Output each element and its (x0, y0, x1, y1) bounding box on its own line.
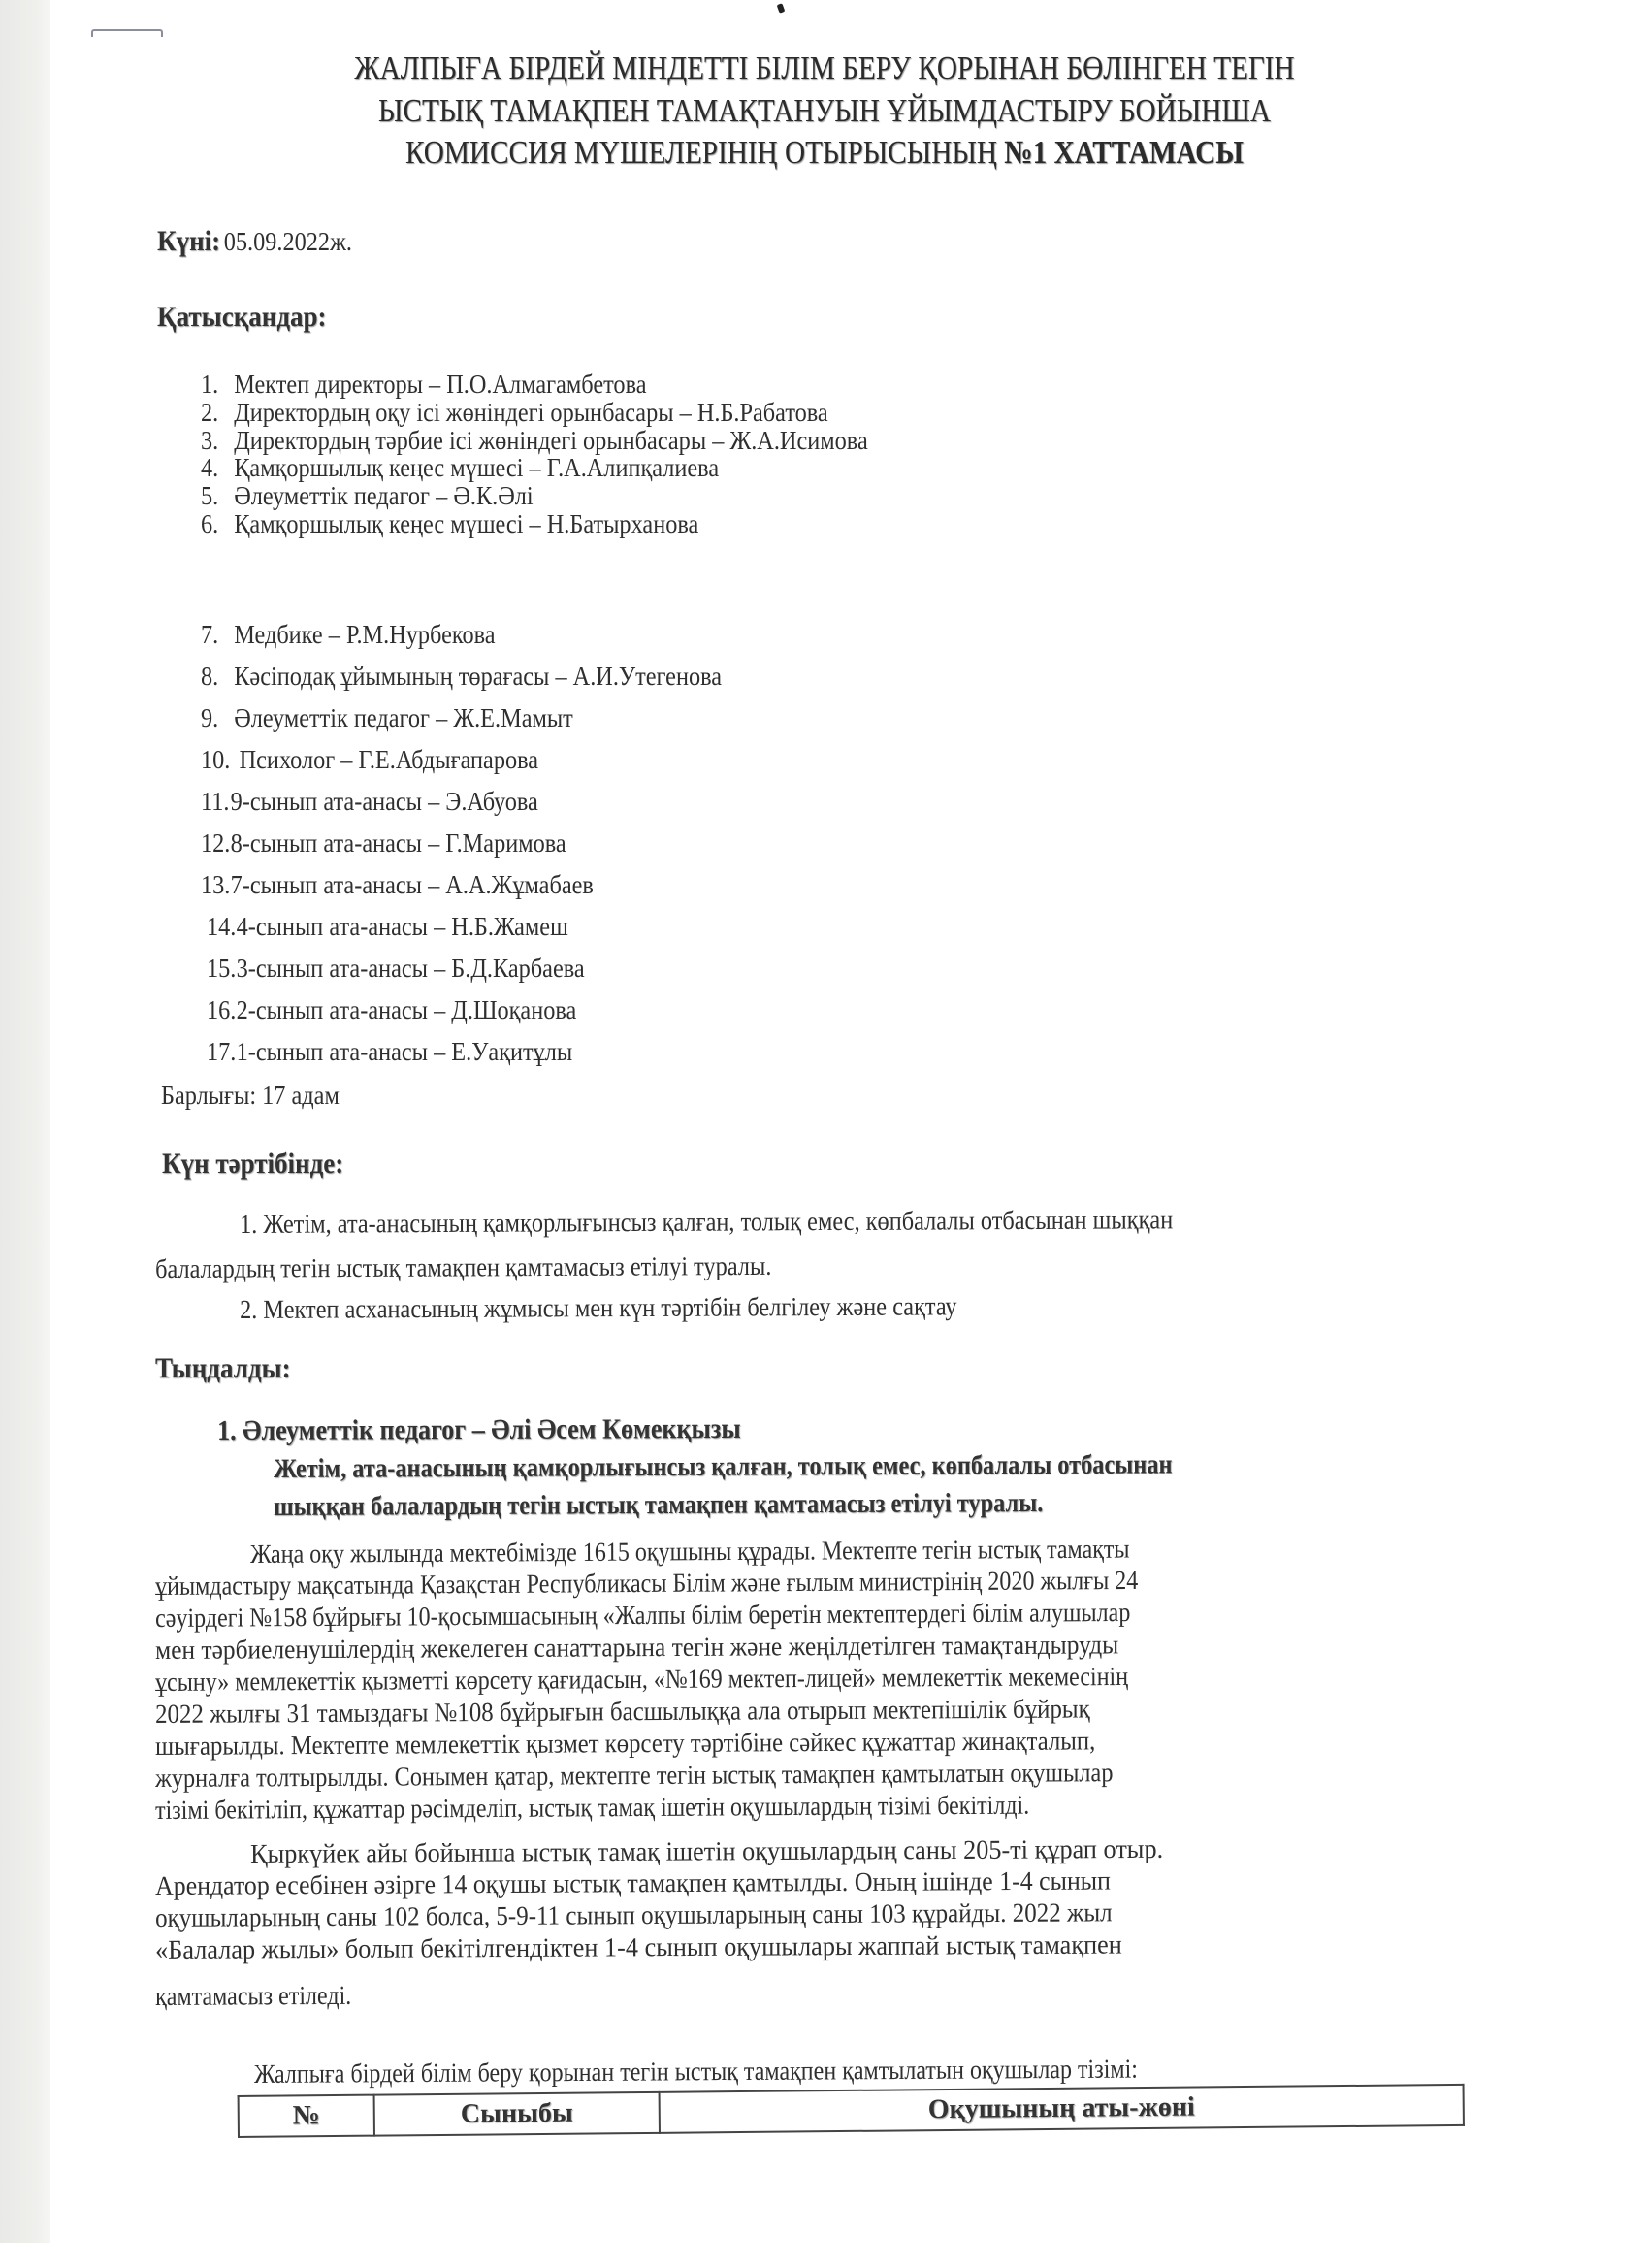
topic-line-2: шыққан балалардың тегін ыстық тамақпен қамтамасыз етілуі туралы. (274, 1488, 1044, 1522)
paragraph-line: 2022 жылғы 31 тамыздағы №108 бұйрығын басшылыққа ала отырып мектепішілік бұйрық (155, 1693, 1090, 1729)
participant-item: 10. Психолог – Г.Е.Абдығапарова (201, 745, 539, 774)
title-line-3 (115, 135, 1534, 172)
agenda-heading: Күн тәртібінде: (162, 1148, 344, 1180)
paragraph-line: Қыркүйек айы бойынша ыстық тамақ ішетін оқушылардың саны 205-ті құрап отыр. (250, 1832, 1164, 1868)
listened-heading: Тыңдалды: (155, 1352, 291, 1384)
students-table (238, 2084, 1465, 2138)
date-label: Күні: (157, 225, 221, 257)
participant-item: 6. Қамқоршылық кеңес мүшесі – Н.Батырханова (201, 509, 699, 538)
participant-item: 9. Әлеуметтік педагог – Ж.Е.Мамыт (201, 703, 573, 732)
agenda-item-2: 2. Мектеп асханасының жұмысы мен күн тәртібін белгілеу және сақтау (240, 1290, 957, 1324)
paragraph-line: сәуірдегі №158 бұйрығы 10-қосымшасының «Жалпы білім беретін мектептердегі білім алушылар (155, 1596, 1131, 1633)
date-row (157, 225, 352, 258)
participant-item: 4. Қамқоршылық кеңес мүшесі – Г.А.Алипқалиева (201, 453, 720, 482)
column-header-class: Сыныбы (374, 2092, 660, 2136)
participants-heading: Қатысқандар: (157, 301, 327, 333)
table-header-row (239, 2085, 1464, 2137)
participant-item: 15.3-сынып ата-анасы – Б.Д.Карбаева (207, 954, 585, 983)
paragraph-line: ұйымдастыру мақсатында Қазақстан Республикасы Білім және ғылым министрінің 2020 жылғы 24 (155, 1564, 1139, 1601)
participant-item: 5. Әлеуметтік педагог – Ә.К.Әлі (201, 481, 534, 510)
participant-item: 8. Кәсіподақ ұйымының төрағасы – А.И.Утегенова (201, 662, 723, 691)
participant-item: 11.9-сынып ата-анасы – Э.Абуова (201, 787, 538, 816)
protocol-number: №1 ХАТТАМАСЫ (1004, 135, 1245, 171)
paragraph-line: «Балалар жылы» болып бекітілгендіктен 1-4 сынып оқушылары жаппай ыстық тамақпен (155, 1928, 1122, 1964)
paragraph-line: Арендатор есебінен әзірге 14 оқушы ыстық тамақпен қамтылды. Оның ішінде 1-4 сынып (155, 1864, 1112, 1900)
paragraph-line: тізімі бекітіліп, құжаттар рәсімделіп, ыстық тамақ ішетін оқушылардың тізімі бекітілді. (155, 1789, 1030, 1825)
table-caption: Жалпыға бірдей білім беру қорынан тегін ыстық тамақпен қамтылатын оқушылар тізімі: (254, 2053, 1138, 2089)
column-header-student-name: Оқушының аты-жөні (660, 2085, 1464, 2133)
title-line-3-text: КОМИССИЯ МҮШЕЛЕРІНІҢ ОТЫРЫСЫНЫҢ (404, 135, 997, 171)
participant-item: 2. Директордың оқу ісі жөніндегі орынбасары – Н.Б.Рабатова (201, 398, 828, 427)
paragraph-line: Жаңа оқу жылында мектебімізде 1615 оқушыны құрады. Мектепте тегін ыстық тамақты (250, 1533, 1130, 1569)
participant-item: 7. Медбике – Р.М.Нурбекова (201, 620, 496, 649)
participant-item: 13.7-сынып ата-анасы – А.А.Жұмабаев (201, 870, 594, 899)
paragraph-line: журналға толтырылды. Сонымен қатар, мектепте тегін ыстық тамақпен қамтылатын оқушылар (155, 1757, 1114, 1793)
participant-item: 1. Мектеп директоры – П.О.Алмагамбетова (201, 370, 647, 399)
scan-speck (777, 3, 786, 14)
participant-item: 12.8-сынып ата-анасы – Г.Маримова (201, 828, 566, 858)
participants-total: Барлығы: 17 адам (161, 1081, 340, 1110)
topic-line-1: Жетім, ата-анасының қамқорлығынсыз қалған, толық емес, көпбалалы отбасынан (274, 1449, 1173, 1484)
participant-item: 16.2-сынып ата-анасы – Д.Шоқанова (207, 995, 577, 1024)
paragraph-line: мен тәрбиеленушілердің жекелеген санаттарына тегін және жеңілдетілген тамақтандыруды (155, 1629, 1119, 1665)
title-line-1: ЖАЛПЫҒА БІРДЕЙ МІНДЕТТІ БІЛІМ БЕРУ ҚОРЫНАН БӨЛІНГЕН ТЕГІН (354, 50, 1295, 86)
paragraph-line: қамтамасыз етіледі. (155, 1979, 352, 2011)
participant-item: 3. Директордың тәрбие ісі жөніндегі орынбасары – Ж.А.Исимова (201, 426, 868, 455)
title-line-2: ЫСТЫҚ ТАМАҚПЕН ТАМАҚТАНУЫН ҰЙЫМДАСТЫРУ БОЙЫНША (378, 93, 1271, 129)
participant-item: 17.1-сынып ата-анасы – Е.Уақитұлы (207, 1037, 573, 1066)
paragraph-line: шығарылды. Мектепте мемлекеттік қызмет көрсету тәртібіне сәйкес құжаттар жинақталып, (155, 1725, 1096, 1761)
participant-item: 14.4-сынып ата-анасы – Н.Б.Жамеш (207, 912, 568, 941)
staple-mark (91, 29, 163, 37)
date-value: 05.09.2022ж. (223, 227, 352, 256)
paragraph-line: ұсыну» мемлекеттік қызметті көрсету қағидасын, «№169 мектеп-лицей» мемлекеттік мекемесінің (155, 1660, 1129, 1697)
speaker-line: 1. Әлеуметтік педагог – Әлі Әсем Көмекқызы (217, 1412, 741, 1446)
scan-left-edge (0, 0, 50, 2243)
paragraph-line: оқушыларының саны 102 болса, 5-9-11 сынып оқушыларының саны 103 құрайды. 2022 жыл (155, 1896, 1113, 1932)
agenda-item-1: 1. Жетім, ата-анасының қамқорлығынсыз қалған, толық емес, көпбалалы отбасынан шыққан (240, 1204, 1174, 1239)
column-header-number: № (239, 2095, 374, 2137)
agenda-item-1-cont: балалардың тегін ыстық тамақпен қамтамасыз етілуі туралы. (155, 1249, 772, 1283)
